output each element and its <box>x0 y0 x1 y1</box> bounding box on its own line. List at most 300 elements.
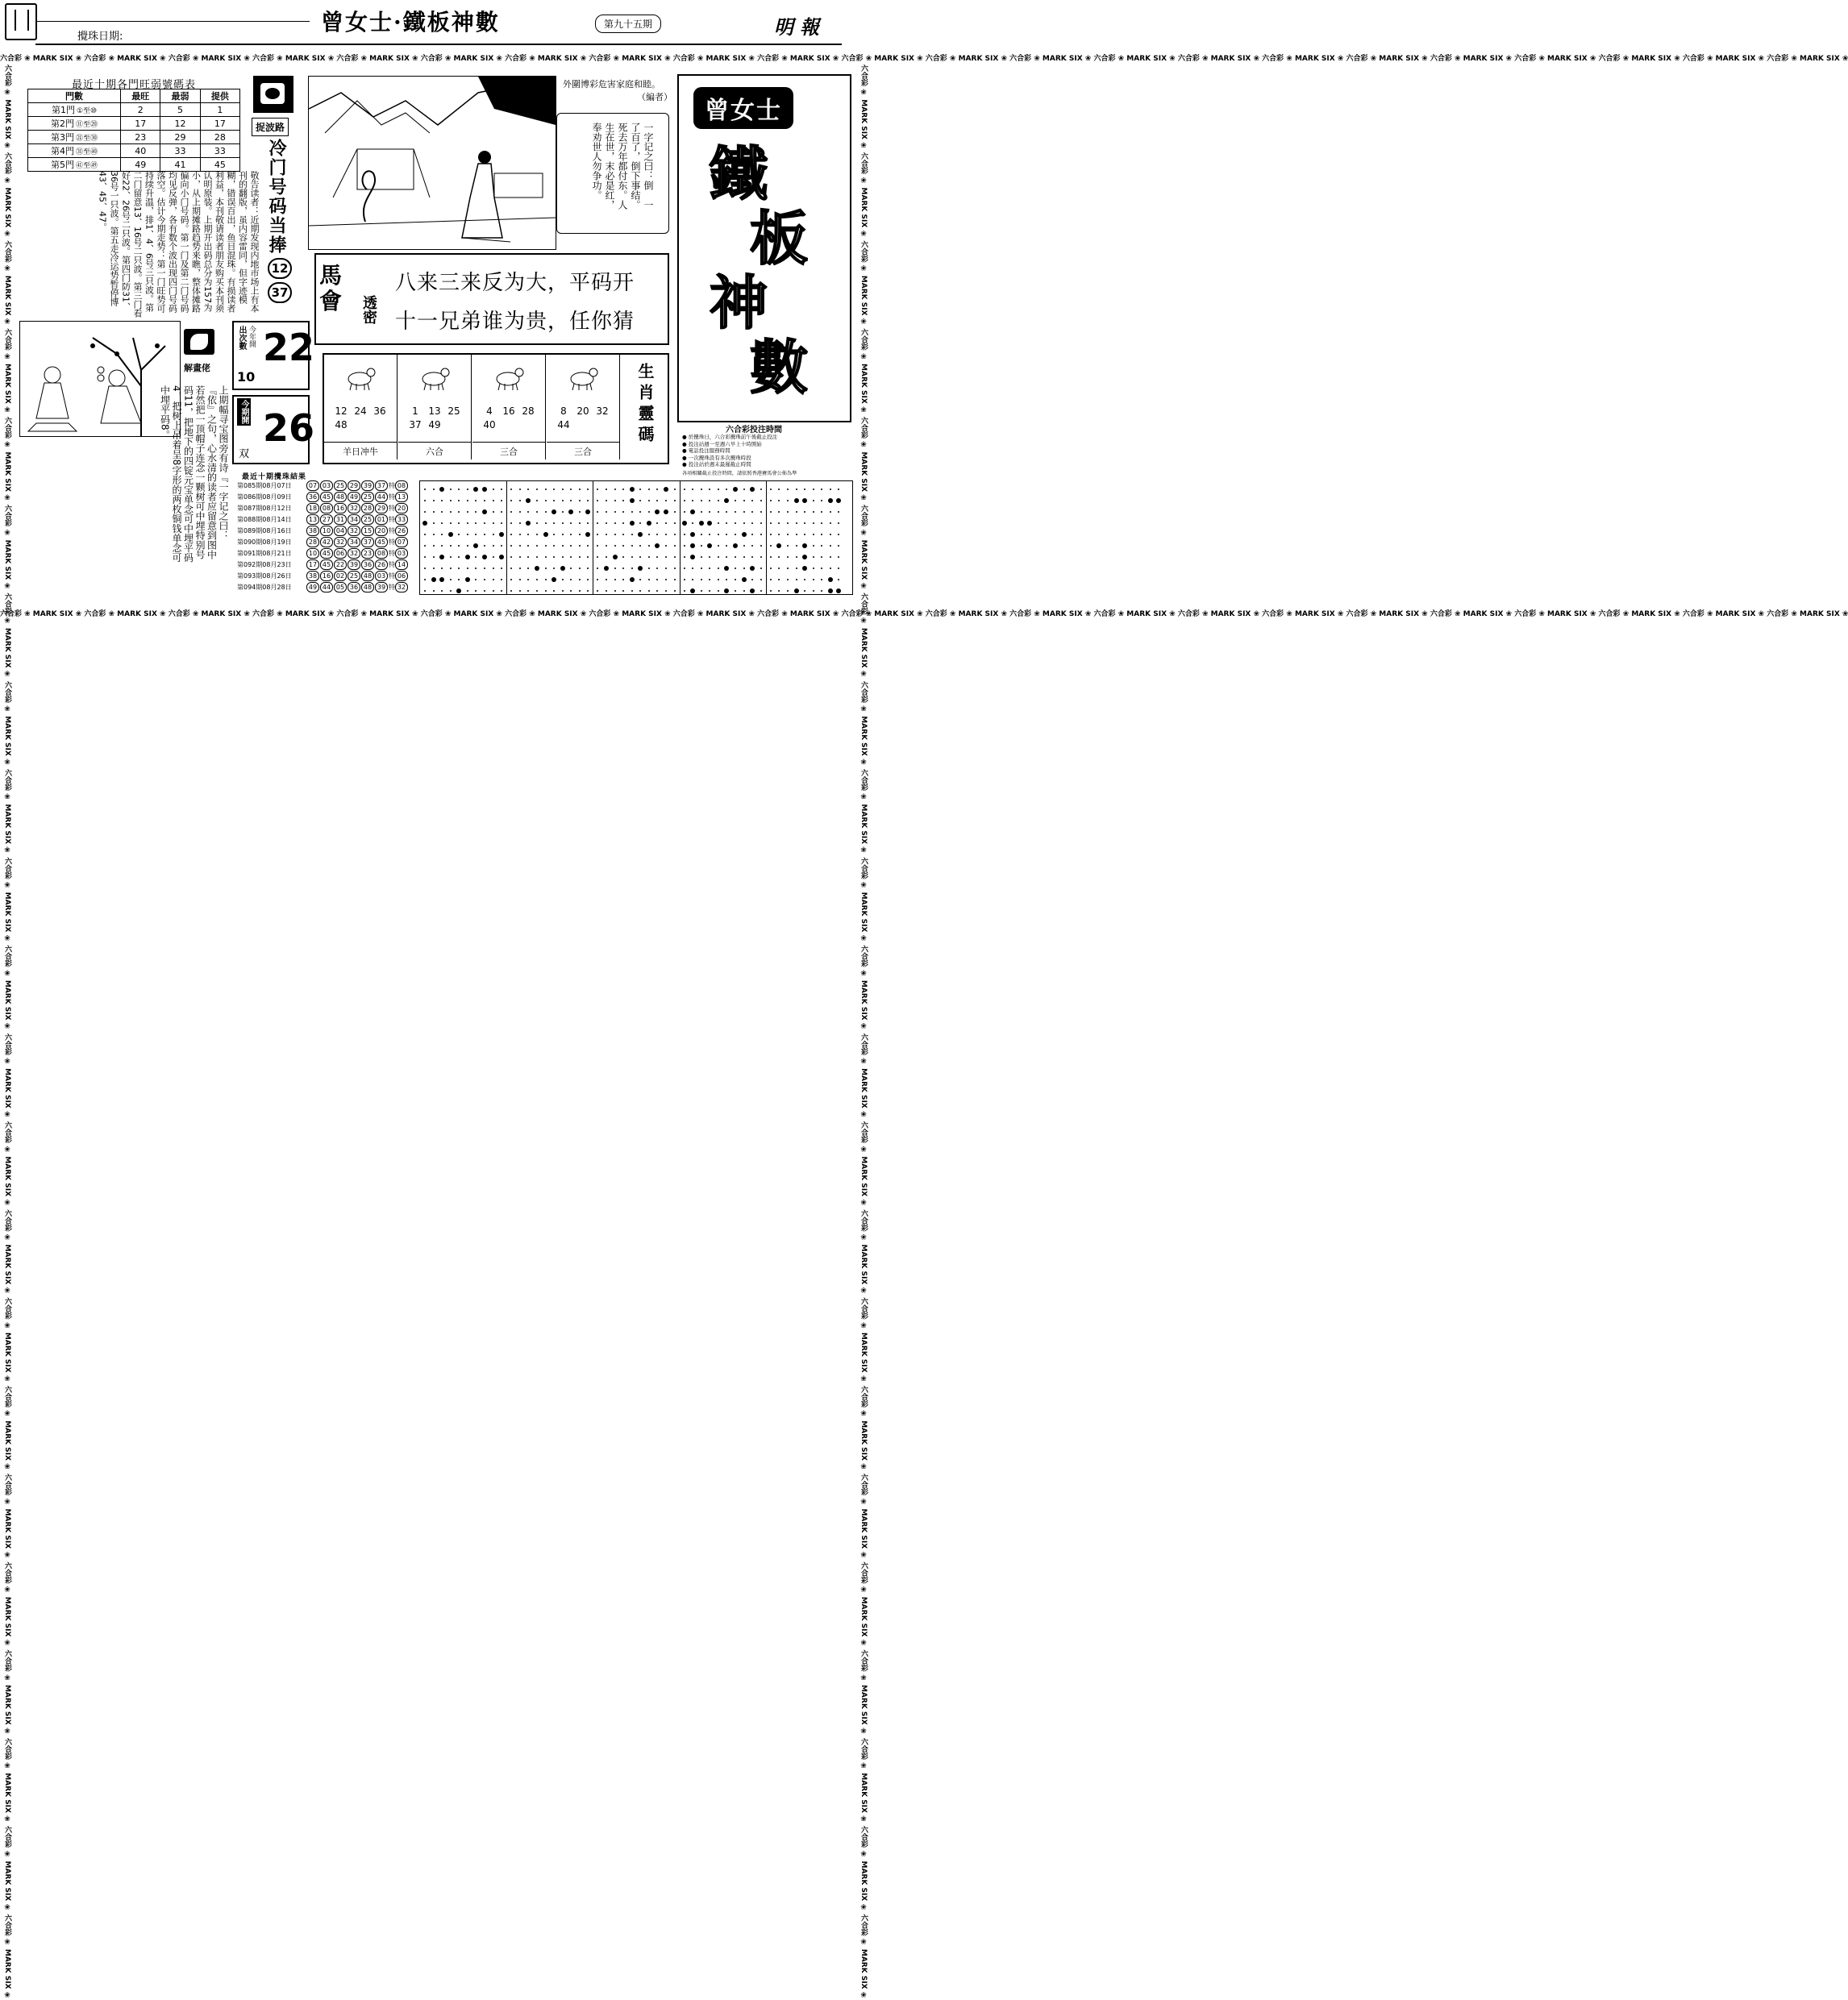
trend-dot <box>597 590 598 592</box>
trend-dot <box>587 545 589 547</box>
history-ball: 32 <box>348 503 360 514</box>
history-ball: 48 <box>361 582 374 593</box>
max-cell <box>121 158 160 172</box>
trend-dot <box>545 556 547 558</box>
trend-dot <box>553 500 555 501</box>
trend-dot <box>778 590 780 592</box>
trend-dot <box>796 534 797 535</box>
trend-dot-hit <box>724 566 729 571</box>
special-ball: 33 <box>395 514 408 525</box>
trend-dot <box>450 568 452 569</box>
range-text: ⑪至⑳ <box>76 121 98 129</box>
trend-dot <box>751 500 753 501</box>
trend-dot <box>787 500 789 501</box>
special-label: 特 <box>389 516 395 523</box>
bottom-border-strip: 六合彩 ❀ MARK SIX ❀ 六合彩 ❀ MARK SIX ❀ 六合彩 ❀ MARK SIX ❀ 六合彩 ❀ MARK SIX ❀ 六合彩 ❀ MARK SIX ❀ 六合彩 ❀ MARK SIX ❀ 六合彩 ❀ MARK SIX ❀ 六合彩 ❀ MARK SIX ❀ 六合彩 ❀ MARK SIX ❀ 六合彩 ❀ MARK SIX ❀ 六合彩 ❀ MARK SIX ❀ 六合彩 ❀ MARK SIX ❀ 六合彩 ❀ MARK SIX ❀ 六合彩 ❀ MARK SIX ❀ 六合彩 ❀ MARK SIX ❀ 六合彩 ❀ MARK SIX ❀ 六合彩 ❀ MARK SIX ❀ 六合彩 ❀ MARK SIX ❀ 六合彩 ❀ MARK SIX ❀ 六合彩 ❀ MARK SIX ❀ 六合彩 ❀ MARK SIX ❀ 六合彩 ❀ MARK SIX ❀ <box>0 610 1848 618</box>
trend-dot <box>743 522 745 524</box>
trend-dot <box>493 590 494 592</box>
trend-dot <box>735 579 736 580</box>
trend-dot-hit <box>647 521 651 526</box>
trend-dot <box>433 590 435 592</box>
trend-dot <box>441 568 443 569</box>
trend-dot <box>796 579 797 580</box>
trend-dot <box>718 579 719 580</box>
trend-dot <box>570 545 572 547</box>
trend-dot <box>770 500 772 501</box>
give-cell <box>200 158 239 172</box>
cell-text: 第1門 <box>51 105 75 115</box>
trend-dot <box>821 500 822 501</box>
trend-dot <box>493 579 494 580</box>
trend-dot <box>701 534 702 535</box>
occurrence-label: 出次數 <box>237 326 246 350</box>
history-ball: 48 <box>361 571 374 581</box>
trend-dot <box>821 511 822 513</box>
trend-dot <box>760 534 762 535</box>
history-ball: 49 <box>348 492 360 502</box>
trend-dot <box>656 534 658 535</box>
trend-dot <box>692 489 693 490</box>
trend-dot-hit <box>499 555 504 559</box>
trend-dot <box>804 489 805 490</box>
notice-line: ● 投注站於週末最遲截止時間 <box>682 461 751 468</box>
trend-dot <box>648 579 650 580</box>
trend-dot-hit <box>499 532 504 537</box>
quote-source: 外圍博彩危害家庭和睦。 <box>563 79 660 89</box>
zodiac-number: 16 <box>502 405 515 417</box>
trend-dot <box>467 545 468 547</box>
trend-dot <box>787 489 789 490</box>
zodiac-caption: 羊日冲牛 <box>324 442 397 458</box>
zodiac-number: 12 <box>335 405 348 417</box>
trend-dot <box>562 534 564 535</box>
right-border-strip: 六合彩 ❀ MARK SIX ❀ 六合彩 ❀ MARK SIX ❀ 六合彩 ❀ MARK SIX ❀ 六合彩 ❀ MARK SIX ❀ 六合彩 ❀ MARK SIX ❀ 六合彩 ❀ MARK SIX ❀ 六合彩 ❀ MARK SIX ❀ 六合彩 ❀ MARK SIX ❀ 六合彩 ❀ MARK SIX ❀ 六合彩 ❀ MARK SIX ❀ 六合彩 ❀ MARK SIX ❀ 六合彩 ❀ MARK SIX ❀ 六合彩 ❀ MARK SIX ❀ 六合彩 ❀ MARK SIX ❀ 六合彩 ❀ MARK SIX ❀ 六合彩 ❀ MARK SIX ❀ 六合彩 ❀ MARK SIX ❀ 六合彩 ❀ MARK SIX ❀ 六合彩 ❀ MARK SIX ❀ 六合彩 ❀ MARK SIX ❀ 六合彩 ❀ MARK SIX ❀ 六合彩 ❀ MARK SIX ❀ <box>859 64 868 2000</box>
trend-dot-hit <box>802 566 807 571</box>
trend-dot <box>597 545 598 547</box>
history-ball: 38 <box>306 526 319 536</box>
max-cell <box>121 117 160 131</box>
trend-dot <box>493 556 494 558</box>
history-ball: 45 <box>375 537 388 547</box>
trend-dot <box>493 545 494 547</box>
trend-dot <box>778 579 780 580</box>
special-label: 特 <box>389 493 395 501</box>
occurrence-count: 10 <box>237 369 256 385</box>
trend-dot-hit <box>690 555 695 559</box>
trend-dot <box>838 489 839 490</box>
history-ball: 23 <box>361 548 374 559</box>
trend-dot <box>770 590 772 592</box>
trend-dot-hit <box>613 555 618 559</box>
zodiac-label: 生肖靈碼 <box>635 363 655 447</box>
big-char: 數 <box>750 333 809 401</box>
trend-dot <box>684 590 685 592</box>
zodiac-numbers <box>332 405 390 432</box>
give-cell <box>200 103 239 117</box>
trend-dot <box>467 489 468 490</box>
trend-dot <box>804 579 805 580</box>
trend-dot <box>570 522 572 524</box>
trend-dot-hit <box>551 577 556 582</box>
trend-dot <box>606 545 607 547</box>
trend-dot <box>450 579 452 580</box>
history-ball: 25 <box>334 480 347 491</box>
col-max: 最旺 <box>121 89 160 103</box>
trend-dot-hit <box>543 532 548 537</box>
min-cell <box>160 144 200 158</box>
trend-dot <box>614 545 616 547</box>
trend-dot <box>665 568 667 569</box>
trend-dot-hit <box>604 566 609 571</box>
cell-text: 33 <box>174 145 186 156</box>
trend-dot <box>510 568 512 569</box>
trend-dot-hit <box>526 498 531 503</box>
trend-dot <box>527 511 529 513</box>
trend-dot <box>821 545 822 547</box>
trend-dot <box>519 522 521 524</box>
history-ball: 28 <box>361 503 374 514</box>
trend-dot-hit <box>465 555 470 559</box>
trend-dot-hit <box>733 487 738 492</box>
trend-dot <box>639 579 641 580</box>
history-ball: 37 <box>361 537 374 547</box>
history-ball: 18 <box>306 503 319 514</box>
trend-dot <box>770 511 772 513</box>
trend-dot <box>674 511 676 513</box>
trend-dot <box>519 545 521 547</box>
zodiac-numbers <box>406 405 464 432</box>
special-label: 特 <box>389 572 395 580</box>
zodiac-number: 49 <box>428 419 441 430</box>
trend-dot <box>553 590 555 592</box>
history-issue: 第087期08月12日 <box>237 505 292 512</box>
special-label: 特 <box>389 561 395 568</box>
col-door: 門數 <box>28 89 121 103</box>
cell-text: 17 <box>135 118 147 129</box>
trend-dot <box>527 579 529 580</box>
trend-dot <box>553 534 555 535</box>
trend-dot <box>701 556 702 558</box>
trend-dot-hit <box>750 588 755 593</box>
trend-dot <box>656 500 658 501</box>
article-text: 敬告读者：近期发现内地市场上有本刊的翻版，虽内容雷同，但字迹模糊，错误百出，鱼目混珠。有损读者利益，本刊敬请读者朋友购买本刊须认明原装。上期开出码总分为157为小，从上期摊路趋势来瞧，整体摊路偏向小门号码。第一门及第二门号码均见反弹，各有数个波出现四门号码落空。估计今期走势：第一门旺势可持续升温，排1、4、6号三只波。第二门留意13、16号二只波。第三门看好22、26号二只波。第四门防31、36号一只波。第五走冷运势暂停博43、45、47。 <box>97 171 260 318</box>
big-char: 神 <box>710 268 768 337</box>
notice-line: ● 投注站週一至週六早上十時開始 <box>682 440 762 447</box>
trend-dot <box>778 522 780 524</box>
history-ball: 03 <box>320 480 333 491</box>
special-label: 特 <box>389 538 395 546</box>
trend-dot <box>648 511 650 513</box>
history-ball: 15 <box>361 526 374 536</box>
trend-dot <box>838 556 839 558</box>
history-ball: 10 <box>320 526 333 536</box>
trend-dot <box>751 579 753 580</box>
trend-dot <box>536 556 538 558</box>
trend-dot <box>570 489 572 490</box>
goat-icon <box>343 363 376 392</box>
trend-dot-grid <box>419 480 853 595</box>
trend-dot <box>718 500 719 501</box>
draw-date-label: 攪珠日期: <box>77 31 123 43</box>
trend-dot-hit <box>836 588 841 593</box>
trend-dot <box>622 489 624 490</box>
trend-dot <box>760 522 762 524</box>
trend-dot <box>639 522 641 524</box>
special-ball: 14 <box>395 559 408 570</box>
history-issue: 第091期08月21日 <box>237 550 292 557</box>
history-ball: 25 <box>348 571 360 581</box>
trend-dot-hit <box>742 577 747 582</box>
history-ball: 45 <box>320 548 333 559</box>
trend-dot <box>614 500 616 501</box>
history-ball: 25 <box>361 514 374 525</box>
trend-dot <box>743 590 745 592</box>
trend-dot <box>639 556 641 558</box>
trend-dot <box>813 568 814 569</box>
trend-dot <box>545 511 547 513</box>
history-row <box>237 582 416 593</box>
page-title: 曾女士·鐵板神數 <box>321 9 500 35</box>
trend-dot <box>450 500 452 501</box>
trend-dot <box>458 511 460 513</box>
trend-dot <box>519 511 521 513</box>
stats-panel <box>27 76 240 172</box>
door-cell <box>28 117 121 131</box>
trend-dot <box>821 534 822 535</box>
book-icon <box>5 3 37 40</box>
trend-dot <box>493 500 494 501</box>
trend-dot <box>770 579 772 580</box>
trend-dot-hit <box>448 532 453 537</box>
trend-dot <box>553 556 555 558</box>
trend-dot <box>441 522 443 524</box>
trend-dot <box>665 545 667 547</box>
cell-text: 第5門 <box>51 160 75 170</box>
trend-dot <box>622 590 624 592</box>
special-ball: 32 <box>395 582 408 593</box>
trend-dot <box>709 556 710 558</box>
trend-dot <box>475 568 477 569</box>
trend-dot <box>674 534 676 535</box>
trend-dot <box>562 579 564 580</box>
trend-dot-hit <box>828 498 833 503</box>
trend-dot <box>743 545 745 547</box>
trend-dot <box>665 500 667 501</box>
trend-dot <box>433 556 435 558</box>
trend-dot <box>519 568 521 569</box>
trend-dot <box>813 556 814 558</box>
trend-dot <box>536 545 538 547</box>
trend-dot-hit <box>638 532 643 537</box>
history-row <box>237 492 416 503</box>
special-label: 特 <box>389 527 395 534</box>
trend-dot <box>433 545 435 547</box>
trend-dot-hit <box>664 509 668 514</box>
trend-dot <box>493 511 494 513</box>
trend-dot <box>527 556 529 558</box>
history-row <box>237 480 416 492</box>
trend-dot <box>587 522 589 524</box>
trend-dot <box>519 500 521 501</box>
cell-text: 17 <box>214 118 226 129</box>
trend-dot-hit <box>664 487 668 492</box>
trend-dot <box>510 489 512 490</box>
stats-table <box>27 89 240 172</box>
trend-dot <box>587 489 589 490</box>
zodiac-number: 4 <box>486 405 493 417</box>
history-ball: 44 <box>375 492 388 502</box>
zodiac-number: 28 <box>522 405 535 417</box>
trend-dot <box>519 556 521 558</box>
history-row <box>237 548 416 559</box>
zodiac-number: 8 <box>560 405 567 417</box>
trend-dot <box>830 556 831 558</box>
trend-dot <box>796 489 797 490</box>
grid-divider <box>506 481 507 594</box>
history-ball: 27 <box>320 514 333 525</box>
min-cell <box>160 131 200 144</box>
trend-dot <box>510 579 512 580</box>
trend-dot <box>709 511 710 513</box>
range-text: ①至⑩ <box>76 107 98 115</box>
trend-dot-hit <box>802 555 807 559</box>
trend-dot <box>579 500 581 501</box>
trend-dot <box>519 489 521 490</box>
trend-dot <box>770 568 772 569</box>
trend-dot <box>804 534 805 535</box>
trend-dot-hit <box>828 588 833 593</box>
history-ball: 26 <box>375 559 388 570</box>
trend-dot <box>674 556 676 558</box>
trend-dot <box>718 522 719 524</box>
trend-dot <box>467 590 468 592</box>
trend-dot <box>510 590 512 592</box>
trend-dot <box>433 500 435 501</box>
trend-dot <box>743 489 745 490</box>
zodiac-cell <box>547 355 620 459</box>
scene-illustration <box>308 76 556 250</box>
trend-dot <box>467 511 468 513</box>
trend-dot <box>458 579 460 580</box>
trend-dot <box>684 568 685 569</box>
trend-dot <box>467 568 468 569</box>
trend-dot <box>830 489 831 490</box>
trend-dot-hit <box>655 543 660 548</box>
trend-dot-hit <box>690 543 695 548</box>
big-char: 鐵 <box>710 139 768 208</box>
trend-dot-hit <box>828 577 833 582</box>
trend-dot-hit <box>465 577 470 582</box>
min-cell <box>160 103 200 117</box>
trend-dot-hit <box>585 532 590 537</box>
trend-dot <box>510 556 512 558</box>
trend-dot <box>606 522 607 524</box>
special-ball: 26 <box>395 526 408 536</box>
trend-dot <box>458 534 460 535</box>
history-ball: 04 <box>334 526 347 536</box>
history-ball: 34 <box>348 514 360 525</box>
trend-dot <box>751 534 753 535</box>
trend-dot <box>684 579 685 580</box>
zodiac-number: 37 <box>409 419 422 430</box>
trend-dot <box>726 489 727 490</box>
trend-dot <box>743 556 745 558</box>
trend-dot <box>701 489 702 490</box>
riddle-line-2: 十一兄弟谁为贵，任你猜 <box>395 310 635 334</box>
history-issue: 第094期08月28日 <box>237 584 292 591</box>
special-label: 特 <box>389 584 395 591</box>
trend-dot-hit <box>724 498 729 503</box>
trend-dot <box>778 500 780 501</box>
zhuo-bo-lu-label: 捉波路 <box>252 118 289 136</box>
this-issue-label: 今期開 <box>237 398 251 426</box>
range-text: ㉑至㉚ <box>76 135 98 143</box>
trend-dot <box>458 522 460 524</box>
newspaper-logo: 明報 <box>774 15 826 39</box>
trend-dot <box>684 489 685 490</box>
col-min: 最弱 <box>160 89 200 103</box>
history-ball: 07 <box>306 480 319 491</box>
trend-dot <box>450 489 452 490</box>
trend-dot <box>458 489 460 490</box>
trend-dot-hit <box>682 521 687 526</box>
trend-dot <box>813 522 814 524</box>
trend-dot <box>450 556 452 558</box>
cell-text: 45 <box>214 159 226 170</box>
trend-dot-hit <box>431 577 436 582</box>
trend-dot <box>433 511 435 513</box>
special-label: 特 <box>389 482 395 489</box>
trend-dot <box>510 522 512 524</box>
trend-dot <box>475 590 477 592</box>
trend-dot <box>484 500 485 501</box>
history-ball: 49 <box>306 582 319 593</box>
door-cell <box>28 144 121 158</box>
trend-dot <box>579 534 581 535</box>
zodiac-caption: 三合 <box>547 442 619 458</box>
zodiac-caption: 六合 <box>398 442 471 458</box>
pick-ball-1: 12 <box>268 258 292 279</box>
trend-dot-hit <box>630 521 635 526</box>
history-ball: 17 <box>306 559 319 570</box>
trend-dot <box>458 545 460 547</box>
trend-dot-hit <box>699 521 704 526</box>
trend-dot-hit <box>482 487 487 492</box>
door-cell <box>28 131 121 144</box>
stats-row <box>28 117 240 131</box>
trend-dot <box>606 489 607 490</box>
trend-dot <box>751 556 753 558</box>
history-row <box>237 571 416 582</box>
special-ball: 13 <box>395 492 408 502</box>
trend-dot <box>458 568 460 569</box>
trend-dot <box>614 590 616 592</box>
notice-line: ● 電話投注服務時間 <box>682 447 730 454</box>
trend-dot-hit <box>742 532 747 537</box>
year-label: 今年開 <box>248 326 256 347</box>
trend-dot <box>813 511 814 513</box>
trend-dot <box>778 534 780 535</box>
quote-editor: （編者） <box>637 92 672 102</box>
zodiac-number: 44 <box>557 419 570 430</box>
trend-dot <box>433 522 435 524</box>
trend-dot <box>493 534 494 535</box>
trend-dot <box>545 545 547 547</box>
history-list <box>237 480 416 593</box>
door-cell <box>28 103 121 117</box>
special-ball: 08 <box>395 480 408 491</box>
stats-row <box>28 131 240 144</box>
